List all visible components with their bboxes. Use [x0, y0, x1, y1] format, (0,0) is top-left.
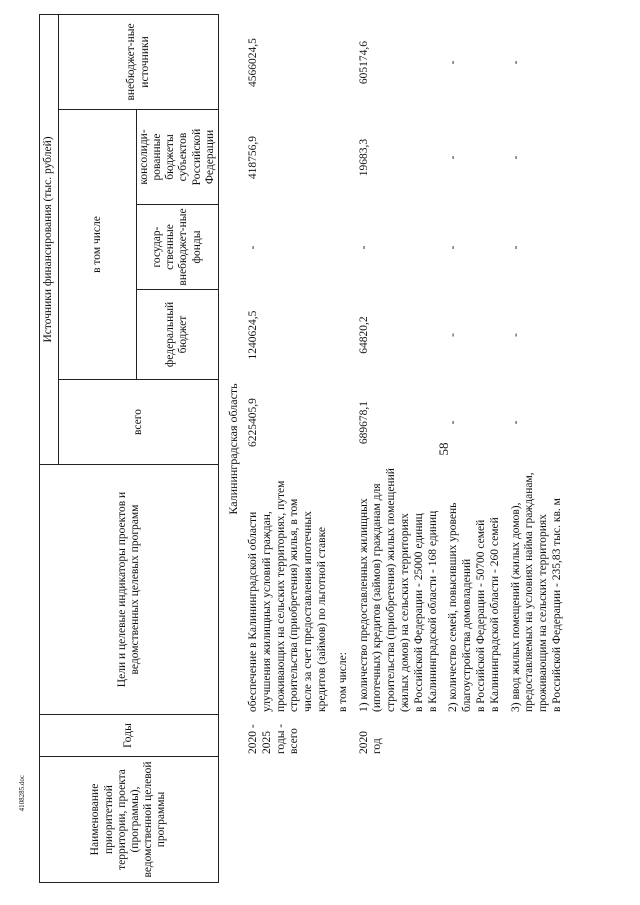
row-years: 2020 - 2025 годы - всего [247, 723, 301, 754]
row-years: 2020 год [357, 731, 384, 754]
row-offbudget: 4566024,5 [247, 38, 259, 87]
row-offbudget: - [447, 60, 460, 65]
row-text: 3) ввод жилых помещений (жилых домов), предоставляемых на условиях найма гражданам, проживающим на сельских территориях в Российской Федерации - 235,83 тыс. кв. м [509, 472, 563, 712]
row-consolidated: - [509, 155, 522, 160]
table-row [247, 15, 330, 883]
table-row [337, 15, 351, 883]
row-total [337, 380, 351, 465]
row-state-funds: - [247, 245, 259, 250]
header-federal: федеральный бюджет [136, 290, 218, 380]
footer-text: 4108285.doc [18, 775, 26, 812]
data-rows [247, 15, 565, 883]
row-offbudget: - [509, 60, 522, 65]
row-consolidated [337, 110, 351, 205]
header-years: Годы [40, 715, 219, 757]
document-page [36, 15, 630, 883]
row-total: 6225405,9 [247, 398, 259, 447]
row-total: - [509, 420, 522, 425]
row-consolidated: 19683,3 [357, 138, 370, 177]
row-years [510, 715, 565, 757]
row-federal: 64820,2 [357, 316, 370, 354]
header-incl: в том числе [59, 110, 137, 380]
footer-filename [18, 775, 38, 895]
table-row [447, 15, 502, 883]
row-consolidated: 418756,9 [247, 135, 259, 180]
row-state-funds: - [447, 245, 460, 250]
row-consolidated: - [447, 155, 460, 160]
row-federal [337, 290, 351, 380]
row-state-funds: - [357, 245, 370, 250]
row-text: в том числе: [336, 652, 349, 712]
row-offbudget [337, 15, 351, 110]
row-total: 689678,1 [357, 400, 370, 445]
row-text: 1) количество предоставленных жилищных (ипотечных) кредитов (займов) гражданам для строительства (приобретения) жилых помещений (жилых домов) на сельских территориях в Российской Федерации - 25000 единиц в Калининградской области - 168 единиц [357, 468, 439, 712]
header-offbudget: внебюджет-ные источники [59, 14, 219, 109]
header-consolidated: консолиди-рованные бюджеты субъектов Российской Федерации [136, 110, 218, 205]
row-state-funds: - [509, 245, 522, 250]
row-state-funds [337, 205, 351, 290]
table-row [358, 15, 441, 883]
row-offbudget: 605174,6 [357, 40, 370, 85]
row-years [447, 715, 502, 757]
header-goals: Цели и целевые индикаторы проектов и ведомственных целевых программ [40, 465, 219, 715]
page-number: 58 [436, 442, 451, 456]
header-state-funds: государ-ственные внебюджет-ные фонды [136, 205, 218, 290]
row-total: - [447, 420, 460, 425]
header-sources: Источники финансирования (тыс. рублей) [40, 14, 59, 464]
row-federal: 1240624,5 [247, 310, 259, 360]
header-total: всего [59, 380, 219, 465]
header-name: Наименование приоритетной территории, проекта (программы), ведомственной целевой программы [40, 757, 219, 883]
row-years [337, 715, 351, 757]
row-federal: - [509, 333, 522, 337]
financing-table-header [39, 14, 219, 883]
row-text: 2) количество семей, повысивших уровень благоустройства домовладений в Российской Федерации - 50700 семей в Калининградской области - 260 семей [447, 502, 501, 712]
row-federal: - [447, 333, 460, 337]
row-text: обеспечение в Калининградской области улучшения жилищных условий граждан, проживающих на сельских территориях, путем строительства (приобретения) жилья, в том числе за счет предоставления ипотечных кредитов (займов) по льготной ставке [247, 480, 328, 712]
table-row [510, 15, 565, 883]
region-title: Калининградская область [226, 383, 240, 515]
